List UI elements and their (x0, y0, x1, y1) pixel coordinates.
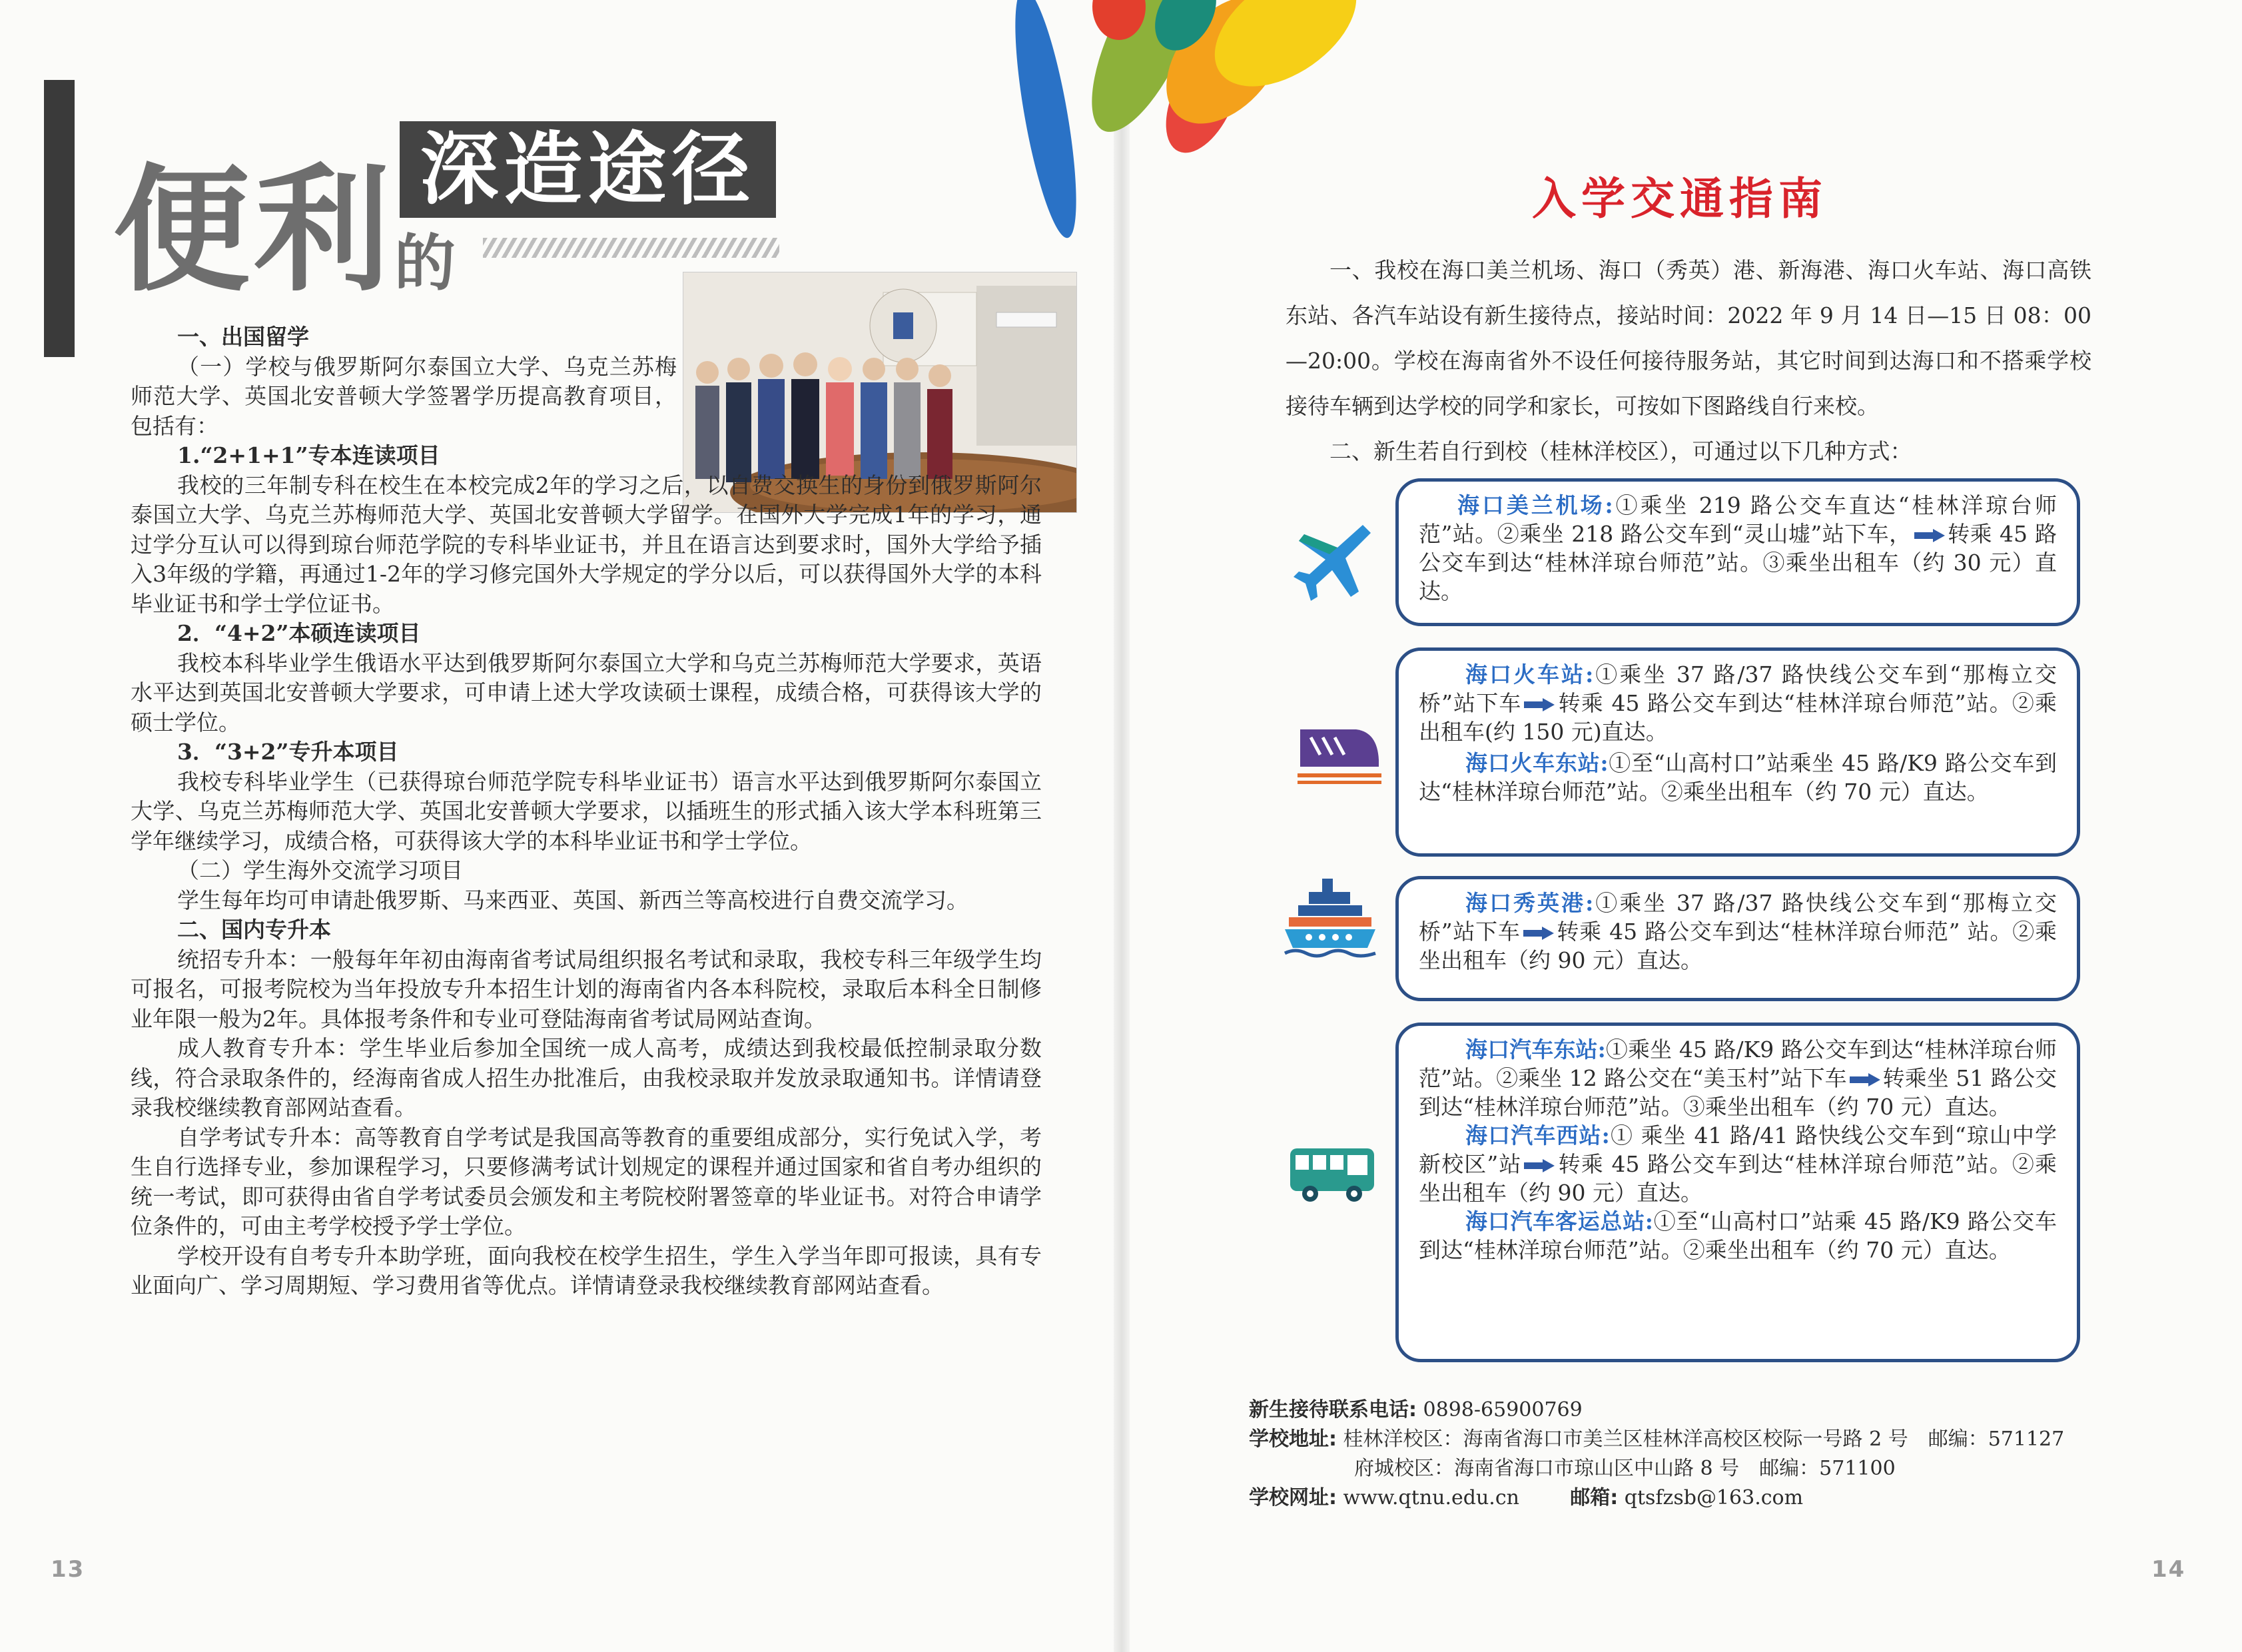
subheading: 1.“2+1+1”专本连读项目 (177, 442, 440, 468)
station-label: 海口火车站: (1465, 661, 1594, 687)
route-box-bus (1395, 1023, 2080, 1362)
left-body-text (131, 322, 1042, 1301)
paragraph: 我校的三年制专科在校生在本校完成2年的学习之后，以自费交换生的身份到俄罗斯阿尔泰国立大学、乌克兰苏梅师范大学、英国北安普顿大学留学。在国外大学完成1年的学习，通过学分互认可以得到琼台师范学院的专科毕业证书，并且在语言达到要求时，国外大学给予插入3年级的学籍，再通过1-2年的学习修完国外大学规定的学分以后，可以获得国外大学的本科毕业证书和学士学位证书。 (131, 472, 1042, 617)
station-label: 海口汽车东站: (1465, 1036, 1606, 1062)
intro-paragraph-1: 一、我校在海口美兰机场、海口（秀英）港、新海港、海口火车站、海口高铁东站、各汽车站设有新生接待点，接站时间：2022 年 9 月 14 日—15 日 08：00—20:00。学校在海南省外不设任何接待服务站，其它时间到达海口和不搭乘学校接待车辆到达学校的同学和家长，可按如下图路线自行来校。 (1286, 257, 2091, 419)
address-line-1: 桂林洋校区：海南省海口市美兰区桂林洋高校区校际一号路 2 号 邮编：571127 (1343, 1428, 2065, 1451)
arrow-right-icon (1914, 529, 1945, 542)
route-text: ① 乘坐 41 路/41 路快线公交车到“琼山中学新校区”站 (1419, 1122, 2057, 1177)
intro-paragraph-2: 二、新生若自行到校（桂林洋校区），可通过以下几种方式： (1329, 438, 1912, 464)
station-label: 海口火车东站: (1465, 750, 1609, 776)
page-number-left: 13 (51, 1556, 85, 1583)
page-title-right: 入学交通指南 (1532, 173, 1828, 224)
intro-text (1286, 248, 2091, 474)
station-label: 海口美兰机场: (1457, 492, 1613, 518)
page-title: 便利 (113, 152, 394, 310)
decorative-stripes (483, 238, 779, 258)
airplane-icon (1290, 518, 1376, 605)
phone-number: 0898-65900769 (1423, 1398, 1583, 1422)
address-label: 学校地址: (1249, 1428, 1337, 1451)
station-label: 海口汽车客运总站: (1465, 1208, 1653, 1234)
website-link[interactable]: www.qtnu.edu.cn (1343, 1486, 1519, 1509)
route-text: ①至“山高村口”站乘坐 45 路/K9 路公交车到达“桂林洋琼台师范”站。②乘坐出租车（约 70 元）直达。 (1419, 750, 2057, 805)
subheading: 2．“4+2”本硕连读项目 (177, 620, 421, 646)
arrow-right-icon (1524, 698, 1555, 711)
paragraph: 统招专升本：一般每年年初由海南省考试局组织报名考试和录取，我校专科三年级学生均可报名，可报考院校为当年投放专升本招生计划的海南省内各本科院校，录取后本科全日制修业年限一般为2年。具体报考条件和专业可登陆海南省考试局网站查询。 (131, 946, 1042, 1032)
route-text: ①乘坐 219 路公交车直达“桂林洋琼台师范”站。②乘坐 218 路公交车到“灵山墟”站下车， (1419, 492, 2057, 547)
station-label: 海口秀英港: (1465, 890, 1594, 916)
route-box-port (1395, 876, 2080, 1001)
route-text: 转乘坐 51 路公交到达“桂林洋琼台师范”站。③乘坐出租车（约 70 元）直达。 (1419, 1065, 2057, 1120)
section-heading: 一、出国留学 (177, 324, 309, 350)
route-text: ①乘坐 37 路/37 路快线公交车到“那梅立交桥”站下车 (1419, 890, 2057, 945)
email-label: 邮箱: (1570, 1486, 1619, 1509)
paragraph: 学校开设有自考专升本助学班，面向我校在校学生招生，学生入学当年即可报读，具有专业面向广、学习周期短、学习费用省等优点。详情请登录我校继续教育部网站查看。 (131, 1242, 1042, 1298)
page-number-right: 14 (2151, 1556, 2186, 1583)
paragraph: （二）学生海外交流学习项目 (177, 857, 463, 883)
paragraph: （一）学校与俄罗斯阿尔泰国立大学、乌克兰苏梅师范大学、英国北安普顿大学签署学历提高教育项目，包括有： (131, 353, 677, 439)
title-particle: 的 (394, 228, 456, 299)
contact-info (1249, 1396, 2064, 1513)
address-line-2: 府城校区：海南省海口市琼山区中山路 8 号 邮编：571100 (1354, 1457, 1896, 1480)
section-heading: 二、国内专升本 (177, 917, 331, 943)
paragraph: 学生每年均可申请赴俄罗斯、马来西亚、英国、新西兰等高校进行自费交流学习。 (177, 887, 968, 913)
paragraph: 我校专科毕业学生（已获得琼台师范学院专科毕业证书）语言水平达到俄罗斯阿尔泰国立大学、乌克兰苏梅师范大学、英国北安普顿大学要求，以插班生的形式插入该大学本科班第三学年继续学习，成绩合格，可获得该大学的本科毕业证书和学士学位。 (131, 768, 1042, 854)
route-text: ①至“山高村口”站乘 45 路/K9 路公交车到达“桂林洋琼台师范”站。②乘坐出租车（约 70 元）直达。 (1419, 1208, 2057, 1263)
bus-icon (1288, 1144, 1377, 1204)
arrow-right-icon (1523, 927, 1554, 940)
subheading: 3．“3+2”专升本项目 (177, 739, 399, 765)
arrow-right-icon (1524, 1159, 1555, 1172)
route-text: 转乘 45 路公交车到达“桂林洋琼台师范” 站。②乘坐出租车（约 90 元）直达。 (1419, 919, 2057, 973)
paragraph: 自学考试专升本：高等教育自学考试是我国高等教育的重要组成部分，实行免试入学，考生自行选择专业，参加课程学习，只要修满考试计划规定的课程并通过国家和省自考办组织的统一考试，即可获得由省自学考试委员会颁发和主考院校附署签章的毕业证书。对符合申请学位条件的，可由主考学校授予学士学位。 (131, 1124, 1042, 1239)
route-text: 转乘 45 路公交车到达“桂林洋琼台师范”站。②乘坐出租车（约 90 元）直达。 (1419, 1151, 2057, 1206)
route-box-train (1395, 647, 2080, 857)
station-label: 海口汽车西站: (1465, 1122, 1610, 1148)
website-label: 学校网址: (1249, 1486, 1337, 1509)
decorative-color-blobs (1006, 0, 1379, 253)
title-tag: 深造途径 (400, 121, 776, 218)
email-link[interactable]: qtsfzsb@163.com (1624, 1486, 1804, 1509)
route-text: 转乘 45 路公交车到达“桂林洋琼台师范”站。②乘出租车(约 150 元)直达。 (1419, 690, 2057, 745)
route-box-airport (1395, 478, 2080, 626)
paragraph: 我校本科毕业学生俄语水平达到俄罗斯阿尔泰国立大学和乌克兰苏梅师范大学要求，英语水平达到英国北安普顿大学要求，可申请上述大学攻读硕士课程，成绩合格，可获得该大学的硕士学位。 (131, 649, 1042, 735)
phone-label: 新生接待联系电话: (1249, 1398, 1417, 1422)
train-icon (1296, 723, 1383, 786)
route-text: ①乘坐 37 路/37 路快线公交车到“那梅立交桥”站下车 (1419, 661, 2057, 716)
paragraph: 成人教育专升本：学生毕业后参加全国统一成人高考，成绩达到我校最低控制录取分数线，符合录取条件的，经海南省成人招生办批准后，由我校录取并发放录取通知书。详情请登录我校继续教育部网站查看。 (131, 1035, 1042, 1120)
route-text: 转乘 45 路公交车到达“桂林洋琼台师范”站。③乘坐出租车（约 30 元）直达。 (1419, 521, 2057, 604)
arrow-right-icon (1850, 1073, 1880, 1086)
ship-icon (1282, 876, 1379, 959)
title-accent-bar (44, 80, 75, 357)
route-text: ①乘坐 45 路/K9 路公交车到达“桂林洋琼台师范”站。②乘坐 12 路公交在“美玉村”站下车 (1419, 1036, 2057, 1091)
